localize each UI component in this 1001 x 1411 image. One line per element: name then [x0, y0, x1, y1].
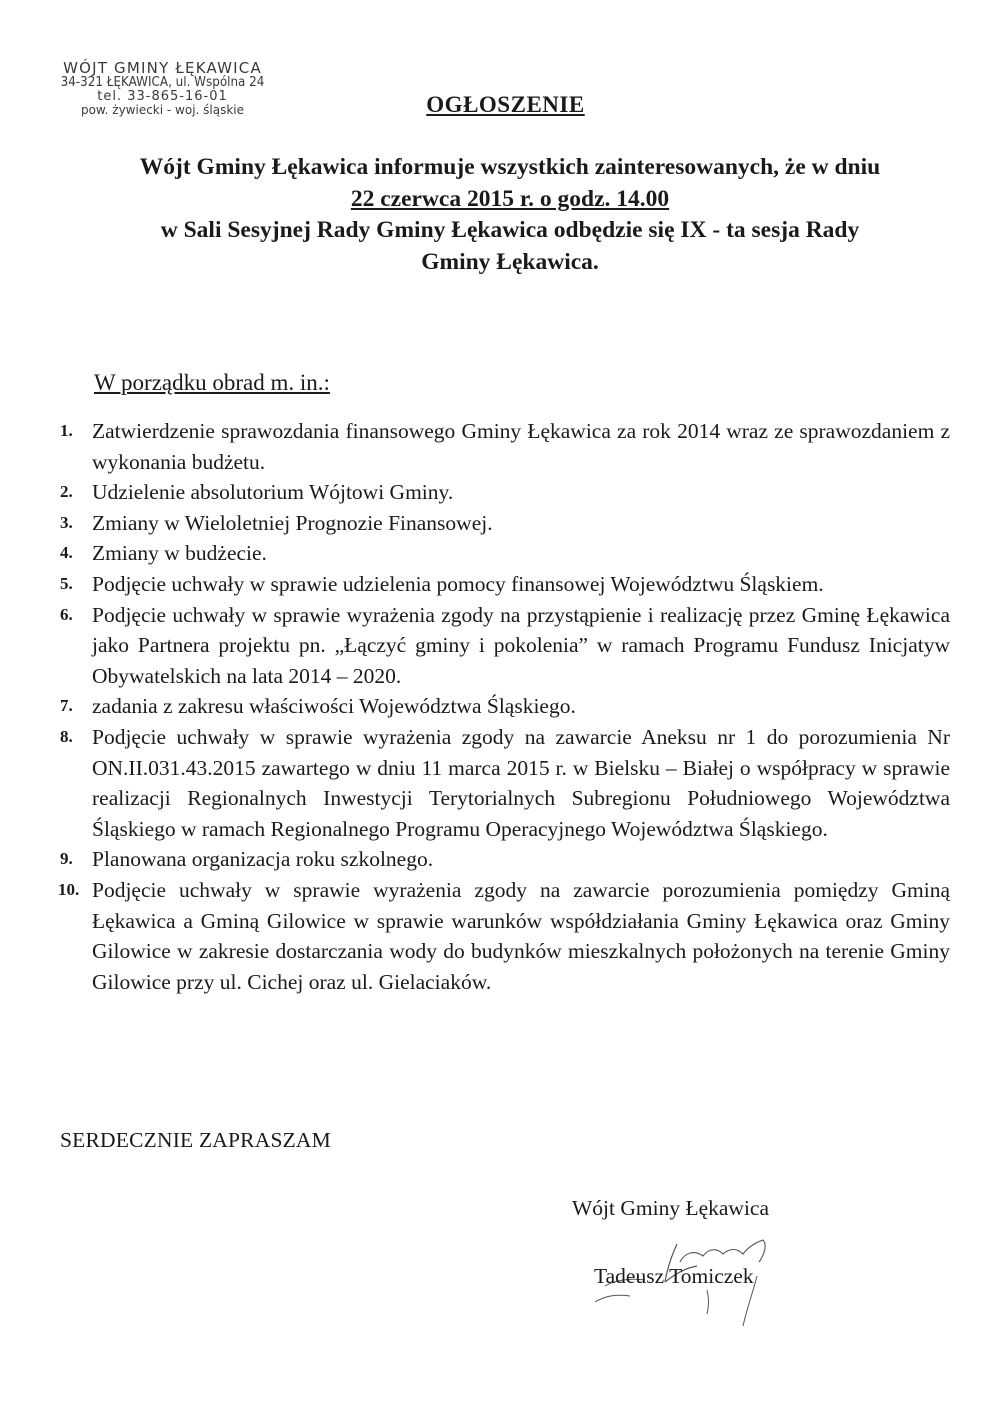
agenda-item-text: Podjęcie uchwały w sprawie udzielenia pomocy finansowej Województwu Śląskiem. [92, 571, 824, 596]
agenda-item [60, 569, 950, 600]
agenda-item [60, 477, 950, 508]
agenda-item [60, 508, 950, 539]
agenda-item-number: 10. [58, 879, 80, 899]
intro-date-time: 22 czerwca 2015 r. o godz. 14.00 [350, 185, 670, 212]
announcement-intro [70, 152, 950, 278]
signatory-title: Wójt Gminy Łękawica [572, 1196, 770, 1220]
agenda-item-text: Zatwierdzenie sprawozdania finansowego Gminy Łękawica za rok 2014 wraz ze sprawozdaniem z wykonania budżetu. [92, 419, 950, 474]
agenda-item [60, 875, 950, 997]
agenda-item-text: Planowana organizacja roku szkolnego. [92, 847, 434, 872]
agenda-item-text: Podjęcie uchwały w sprawie wyrażenia zgody na przystąpienie i realizację przez Gminę Łękawica jako Partnera projektu pn. „Łączyć gminy i pokolenia” w ramach Programu Fundusz Inicjatyw Obywatelskich na lata 2014 – 2020. [92, 602, 950, 688]
agenda-item-number: 5. [60, 573, 73, 593]
agenda-item [60, 538, 950, 569]
agenda-item-number: 9. [60, 849, 73, 869]
agenda-item-text: Zmiany w Wieloletniej Prognozie Finansowej. [92, 510, 493, 535]
closing-invitation: SERDECZNIE ZAPRASZAM [60, 1128, 331, 1152]
agenda-item-number: 7. [60, 696, 73, 716]
stamp-line-region: pow. żywiecki - woj. śląskie [80, 103, 245, 118]
agenda-item-number: 4. [60, 543, 73, 563]
agenda-item [60, 844, 950, 875]
stamp-line-office: WÓJT GMINY ŁĘKAWICA [63, 59, 262, 77]
agenda-item-text: Podjęcie uchwały w sprawie wyrażenia zgody na zawarcie Aneksu nr 1 do porozumienia Nr ON.II.031.43.2015 zawartego w dniu 11 marca 2015 r. w Bielsku – Białej o współpracy w sprawie realizacji Regionalnych Inwestycji Terytorialnych Subregionu Południowego Województwa Śląskiego w ramach Regionalnego Programu Operacyjnego Województwa Śląskiego. [92, 724, 950, 841]
agenda-item-number: 3. [60, 512, 73, 532]
agenda-item [60, 722, 950, 844]
agenda-item [60, 691, 950, 722]
agenda-item-text: Udzielenie absolutorium Wójtowi Gminy. [92, 480, 454, 505]
agenda-item-number: 2. [60, 482, 73, 502]
stamp-line-address: 34-321 ŁĘKAWICA, ul. Wspólna 24 [60, 75, 265, 91]
agenda-item-text: zadania z zakresu właściwości Województwa Śląskiego. [92, 694, 576, 719]
agenda-item-text: Zmiany w budżecie. [92, 541, 267, 566]
document-title: OGŁOSZENIE [426, 92, 585, 117]
stamp-line-phone: tel. 33-865-16-01 [97, 89, 228, 105]
agenda-heading: W porządku obrad m. in.: [94, 370, 330, 395]
agenda-item-text: Podjęcie uchwały w sprawie wyrażenia zgody na zawarcie porozumienia pomiędzy Gminą Łękawica a Gminą Gilowice w sprawie warunków współdziałania Gminy Łękawica oraz Gminy Gilowice w zakresie dostarczania wody do budynków mieszkalnych położonych na terenie Gminy Gilowice przy ul. Cichej oraz ul. Gielaciaków. [92, 877, 950, 994]
agenda-item-number: 1. [60, 421, 73, 440]
agenda-list [60, 416, 950, 997]
intro-line-3: w Sali Sesyjnej Rady Gminy Łękawica odbędzie się IX - ta sesja Rady [160, 217, 860, 243]
agenda-item-number: 8. [60, 726, 73, 746]
agenda-item [60, 600, 950, 692]
intro-line-1: Wójt Gminy Łękawica informuje wszystkich zainteresowanych, że w dniu [139, 154, 881, 180]
signatory-name: Tadeusz Tomiczek [594, 1264, 754, 1288]
agenda-item [60, 416, 950, 477]
intro-line-4: Gminy Łękawica. [421, 248, 599, 275]
agenda-item-number: 6. [60, 604, 73, 624]
